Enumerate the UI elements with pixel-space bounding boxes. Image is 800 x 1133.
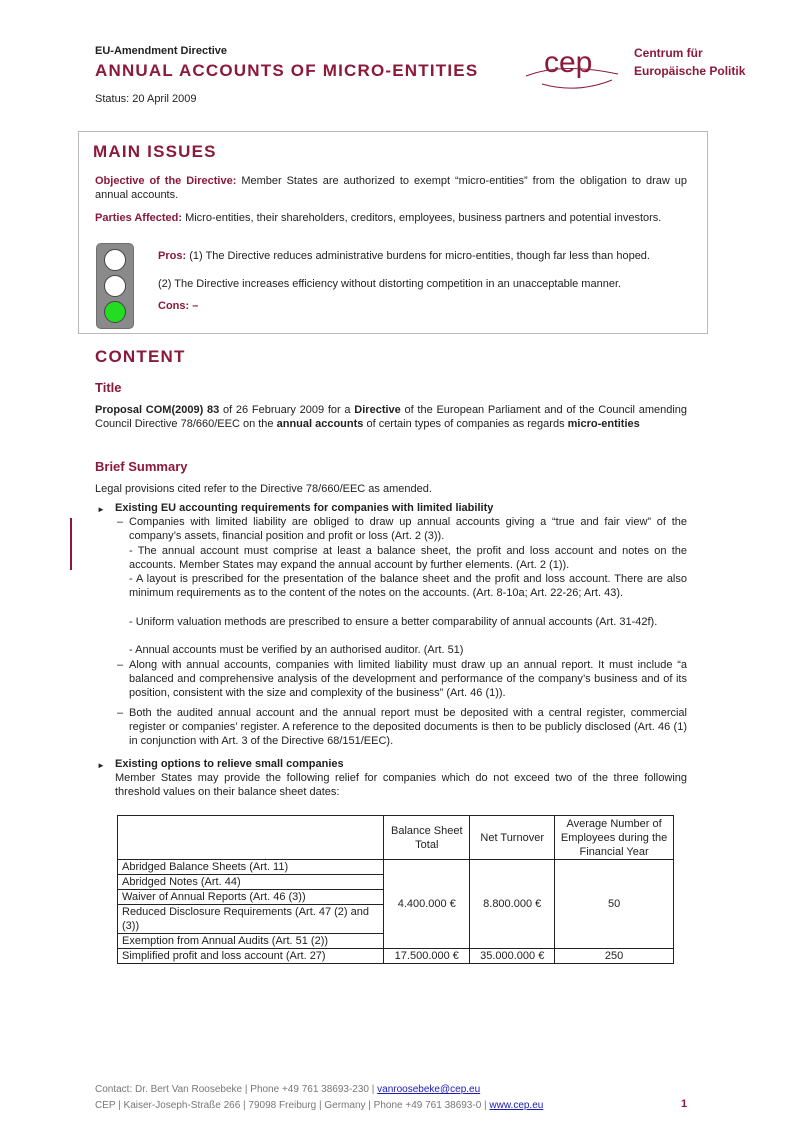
objective-text: Member States are authorized to exempt “micro-entities” from the obligation to draw up annual accounts. (95, 175, 687, 201)
bullet-triangle-icon: ► (97, 761, 105, 770)
table-header-cell: Net Turnover (470, 816, 555, 860)
footer (95, 1082, 543, 1114)
table-row-label: Abridged Balance Sheets (Art. 11) (118, 860, 384, 875)
footer-address-text: CEP | Kaiser-Joseph-Straße 266 | 79098 Freiburg | Germany | Phone +49 761 38693-0 | (95, 1100, 490, 1111)
document-status: Status: 20 April 2009 (95, 93, 197, 105)
bullet-1-sub-1: - The annual account must comprise at least a balance sheet, the profit and loss account and notes on the accounts. Member States may expand the annual account by further elements. (Art. 2 (1)). (129, 545, 687, 571)
dash-icon: – (117, 659, 124, 671)
parties-label: Parties Affected: (95, 212, 183, 224)
table-cell-balance-sheet: 17.500.000 € (384, 949, 470, 964)
proposal-reference: Proposal COM(2009) 83 (95, 404, 220, 416)
cons-text: – (192, 300, 199, 312)
table-row (118, 860, 674, 875)
traffic-light-amber-lamp (104, 275, 126, 297)
bullet-1-item-2: Along with annual accounts, companies with limited liability must draw up an annual report. It must include “a balanced and comprehensive analysis of the development and performance of the company’s business and of its position, consistent with the size and complexity of the business” (Art. 46 (1)). (129, 659, 687, 699)
objective-paragraph (95, 174, 687, 202)
cons-paragraph (158, 299, 687, 313)
cons-label: Cons: (158, 300, 190, 312)
title-subheading: Title (95, 380, 122, 395)
table-header-row (118, 816, 674, 860)
title-paragraph (95, 403, 687, 431)
bullet-1-item-3: Both the audited annual account and the annual report must be deposited with a central register, commercial register or companies’ register. A reference to the deposited documents is then to be publicly disclosed (Art. 46 (1) in conjunction with Art. 3 of the Directive 68/151/EEC). (129, 707, 687, 747)
website-link[interactable]: www.cep.eu (489, 1100, 544, 1111)
dash-icon: – (117, 516, 124, 528)
title-text-part: of the European Parliament and of the Council amending Council Directive 78/660/EEC on the (95, 404, 688, 430)
document-title: ANNUAL ACCOUNTS OF MICRO-ENTITIES (95, 61, 479, 80)
table-row-label: Exemption from Annual Audits (Art. 51 (2)) (118, 934, 384, 949)
contact-email-link[interactable]: vanroosebeke@cep.eu (377, 1084, 481, 1095)
table-cell-net-turnover: 35.000.000 € (470, 949, 555, 964)
bullet-1-sub-3: - Uniform valuation methods are prescribed to ensure a better comparability of annual accounts (Art. 31-42f). (129, 616, 658, 628)
traffic-light-green-lamp (104, 301, 126, 323)
table-header-cell (118, 816, 384, 860)
table-row-label: Abridged Notes (Art. 44) (118, 875, 384, 890)
organisation-name (634, 44, 745, 80)
footer-contact-line (95, 1082, 543, 1098)
content-heading: CONTENT (95, 347, 186, 366)
table-row-label: Reduced Disclosure Requirements (Art. 47 (2) and (3)) (118, 905, 384, 934)
table-row-label: Waiver of Annual Reports (Art. 46 (3)) (118, 890, 384, 905)
table-cell-net-turnover: 8.800.000 € (470, 860, 555, 949)
main-issues-heading: MAIN ISSUES (93, 142, 217, 161)
table-cell-employees: 250 (555, 949, 674, 964)
title-annual-accounts: annual accounts (276, 418, 364, 430)
bullet-2-text: Member States may provide the following relief for companies which do not exceed two of the three following threshold values on their balance sheet dates: (115, 772, 687, 798)
page-number: 1 (681, 1098, 688, 1110)
parties-text: Micro-entities, their shareholders, creditors, employees, business partners and potential investors. (185, 212, 662, 224)
title-micro-entities: micro-entities (567, 418, 640, 430)
bullet-1-item-1: Companies with limited liability are obliged to draw up annual accounts giving a “true and fair view” of the company’s assets, financial position and profit or loss (Art. 2 (3)). (129, 516, 687, 542)
traffic-light-icon (96, 243, 134, 329)
organisation-name-line1: Centrum für (634, 46, 703, 60)
objective-label: Objective of the Directive: (95, 175, 237, 187)
pros-item-1: (1) The Directive reduces administrative burdens for micro-entities, though far less than hoped. (189, 250, 650, 262)
table-row-label: Simplified profit and loss account (Art. 27) (118, 949, 384, 964)
footer-address-line (95, 1098, 543, 1114)
title-text-part: of certain types of companies as regards (363, 418, 568, 430)
table-header-cell: Average Number of Employees during the Financial Year (555, 816, 674, 860)
logo-word: cep (544, 46, 593, 79)
table-header-cell: Balance Sheet Total (384, 816, 470, 860)
pros-label: Pros: (158, 250, 187, 262)
pros-paragraph (158, 249, 687, 263)
summary-intro: Legal provisions cited refer to the Directive 78/660/EEC as amended. (95, 483, 432, 495)
change-marker (70, 518, 72, 570)
organisation-name-line2: Europäische Politik (634, 64, 746, 78)
pros-item-2: (2) The Directive increases efficiency without distorting competition in an unacceptable manner. (158, 278, 622, 290)
title-text-part: of 26 February 2009 for a (219, 404, 355, 416)
bullet-1-sub-2: - A layout is prescribed for the presentation of the balance sheet and the profit and loss account. There are also minimum requirements as to the content of the notes on the accounts. (Art. 8-10a; Art. 22-26; Art. 43). (129, 573, 687, 599)
threshold-table (117, 815, 674, 964)
footer-contact-text: Contact: Dr. Bert Van Roosebeke | Phone +49 761 38693-230 | (95, 1084, 378, 1095)
traffic-light-red-lamp (104, 249, 126, 271)
brief-summary-subheading: Brief Summary (95, 459, 188, 474)
bullet-1-heading: Existing EU accounting requirements for companies with limited liability (115, 502, 494, 514)
cep-logo (522, 40, 622, 92)
bullet-1-sub-4: - Annual accounts must be verified by an authorised auditor. (Art. 51) (129, 644, 464, 656)
bullet-2-heading: Existing options to relieve small companies (115, 758, 344, 770)
table-cell-employees: 50 (555, 860, 674, 949)
parties-paragraph (95, 211, 687, 225)
title-directive: Directive (354, 404, 401, 416)
bullet-triangle-icon: ► (97, 505, 105, 514)
document-kicker: EU-Amendment Directive (95, 45, 228, 57)
table-cell-balance-sheet: 4.400.000 € (384, 860, 470, 949)
table-row (118, 949, 674, 964)
dash-icon: – (117, 707, 124, 719)
